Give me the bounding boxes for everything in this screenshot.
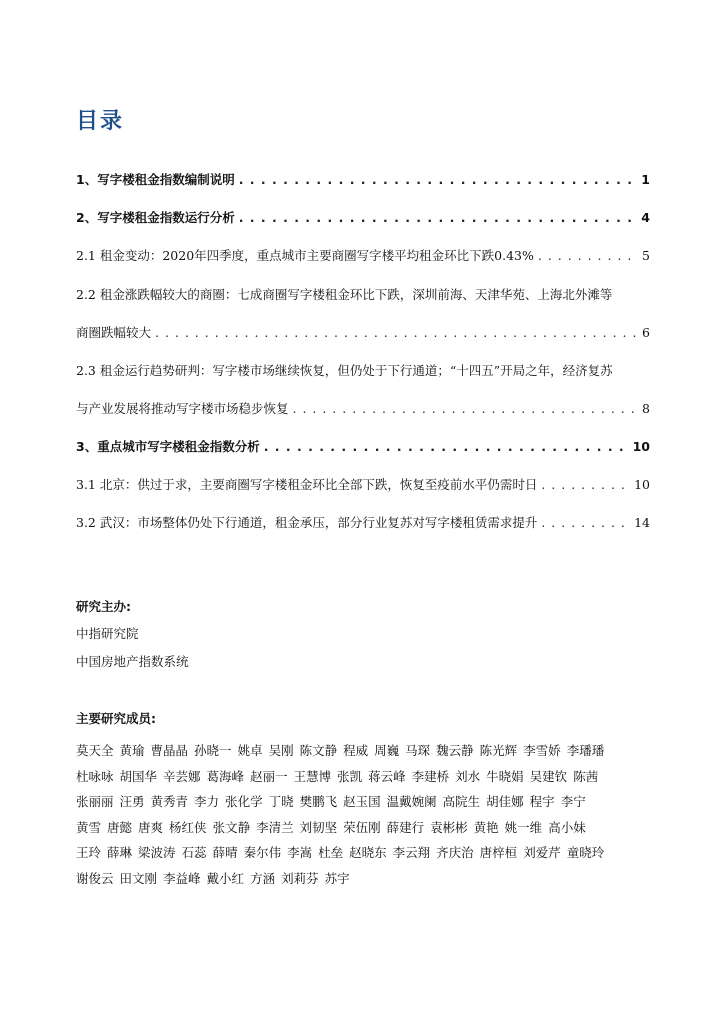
toc-title: 目录 bbox=[76, 108, 125, 134]
member-name: 薛晴 bbox=[212, 845, 238, 860]
toc-entry-text-line1: 2.3 租金运行趋势研判：写字楼市场继续恢复，但仍处于下行通道；“十四五”开局之年，经济复苏 bbox=[76, 363, 613, 378]
member-name: 唐懿 bbox=[107, 819, 133, 835]
member-name: 刘爱芹 bbox=[523, 845, 561, 860]
member-name: 魏云静 bbox=[436, 743, 474, 758]
member-name: 孙晓一 bbox=[194, 743, 232, 758]
toc-entry-page: 1 bbox=[641, 172, 650, 187]
toc-entry-text: 与产业发展将推动写字楼市场稳步恢复 bbox=[76, 401, 289, 416]
member-name: 周巍 bbox=[374, 743, 400, 758]
toc-entry-page: 8 bbox=[642, 401, 650, 416]
member-row bbox=[76, 738, 656, 764]
member-name: 赵晓东 bbox=[349, 845, 387, 860]
member-name: 方涵 bbox=[250, 870, 276, 886]
member-name: 赵玉国 bbox=[343, 794, 381, 809]
member-name: 梁波涛 bbox=[138, 845, 176, 860]
member-name: 薛琳 bbox=[107, 845, 133, 860]
member-name: 王慧博 bbox=[293, 768, 332, 784]
toc-entry-page: 4 bbox=[641, 210, 650, 225]
toc-leader-dots bbox=[155, 325, 638, 340]
toc-entry-3-1[interactable] bbox=[76, 475, 650, 493]
member-row bbox=[76, 866, 656, 892]
member-name: 黄瑜 bbox=[119, 743, 145, 758]
member-name: 杜咏咏 bbox=[76, 768, 114, 784]
toc-entry-text: 商圈跌幅较大 bbox=[76, 325, 152, 340]
member-name: 李建桥 bbox=[411, 768, 450, 784]
member-name: 李璠璠 bbox=[566, 743, 605, 758]
toc-leader-dots bbox=[538, 248, 638, 263]
member-name: 谢俊云 bbox=[76, 870, 114, 886]
member-name: 温戴婉阑 bbox=[386, 794, 437, 809]
member-name: 黄秀青 bbox=[150, 794, 189, 809]
member-name: 胡国华 bbox=[119, 768, 158, 784]
member-name: 齐庆治 bbox=[436, 845, 474, 860]
toc-entry-3-2[interactable] bbox=[76, 513, 650, 531]
toc-entry-page: 10 bbox=[632, 439, 650, 454]
toc-entry-text: 3、重点城市写字楼租金指数分析 bbox=[76, 439, 260, 454]
member-row bbox=[76, 764, 656, 790]
toc-entry-text-line1: 2.2 租金涨跌幅较大的商圈：七成商圈写字楼租金环比下跌，深圳前海、天津华苑、上海北外滩等 bbox=[76, 287, 613, 302]
member-name: 唐爽 bbox=[138, 819, 164, 835]
member-name: 戴小红 bbox=[206, 870, 245, 886]
member-name: 蒋云峰 bbox=[368, 768, 406, 784]
member-name: 袁彬彬 bbox=[430, 819, 468, 835]
member-name: 高小妹 bbox=[548, 819, 586, 835]
member-name: 荣伍刚 bbox=[343, 819, 381, 835]
member-name: 程威 bbox=[343, 743, 369, 758]
toc-entry-page: 14 bbox=[634, 515, 650, 530]
member-name: 王玲 bbox=[76, 845, 102, 860]
member-name: 丁晓 bbox=[268, 794, 294, 809]
member-name: 张文静 bbox=[212, 819, 251, 835]
member-name: 刘莉芬 bbox=[281, 870, 319, 886]
member-name: 曹晶晶 bbox=[150, 743, 189, 758]
member-name: 李益峰 bbox=[163, 870, 201, 886]
toc-leader-dots bbox=[239, 172, 638, 187]
member-name: 童晓玲 bbox=[566, 845, 605, 860]
toc-entry-line2 bbox=[76, 323, 650, 341]
sponsor-line: 中指研究院 bbox=[76, 626, 139, 641]
toc-leader-dots bbox=[541, 477, 630, 492]
member-name: 马琛 bbox=[405, 743, 431, 758]
member-name: 牛晓娟 bbox=[486, 768, 524, 784]
toc-entry-page: 5 bbox=[642, 248, 650, 263]
member-name: 刘韧坚 bbox=[299, 819, 338, 835]
toc-entry-2[interactable] bbox=[76, 208, 650, 226]
member-name: 田文刚 bbox=[119, 870, 158, 886]
toc-entry-1[interactable] bbox=[76, 170, 650, 188]
member-name: 李清兰 bbox=[256, 819, 294, 835]
toc-entry-2-1[interactable] bbox=[76, 246, 650, 264]
toc-leader-dots bbox=[293, 401, 639, 416]
member-name: 赵丽一 bbox=[250, 768, 288, 784]
members-list bbox=[76, 738, 656, 891]
member-name: 张凯 bbox=[337, 768, 363, 784]
toc-leader-dots bbox=[264, 439, 629, 454]
member-name: 唐梓桓 bbox=[479, 845, 518, 860]
toc-entry-line2 bbox=[76, 399, 650, 417]
member-name: 张丽丽 bbox=[76, 794, 114, 809]
members-heading: 主要研究成员: bbox=[76, 711, 156, 726]
toc-entry-page: 6 bbox=[642, 325, 650, 340]
member-name: 吴刚 bbox=[268, 743, 294, 758]
toc-entry-text: 2、写字楼租金指数运行分析 bbox=[76, 210, 235, 225]
member-name: 杨红侠 bbox=[169, 819, 207, 835]
toc-entry-text: 3.2 武汉：市场整体仍处下行通道，租金承压，部分行业复苏对写字楼租赁需求提升 bbox=[76, 515, 538, 530]
member-name: 刘水 bbox=[455, 768, 481, 784]
toc-entry-text: 1、写字楼租金指数编制说明 bbox=[76, 172, 235, 187]
member-name: 葛海峰 bbox=[206, 768, 245, 784]
member-name: 莫天全 bbox=[76, 743, 114, 758]
member-row bbox=[76, 815, 656, 841]
member-name: 高院生 bbox=[442, 794, 481, 809]
member-name: 苏宇 bbox=[324, 870, 350, 886]
member-name: 李云翔 bbox=[392, 845, 431, 860]
member-name: 黄雪 bbox=[76, 819, 102, 835]
toc-entry-page: 10 bbox=[634, 477, 650, 492]
member-name: 薛建行 bbox=[386, 819, 425, 835]
member-name: 李力 bbox=[194, 794, 220, 809]
member-name: 陈光辉 bbox=[479, 743, 518, 758]
member-name: 陈茜 bbox=[573, 768, 599, 784]
member-name: 李宁 bbox=[560, 794, 586, 809]
member-name: 杜垒 bbox=[318, 845, 344, 860]
toc-entry-3[interactable] bbox=[76, 437, 650, 455]
member-name: 李雪娇 bbox=[523, 743, 561, 758]
member-name: 程宇 bbox=[529, 794, 555, 809]
member-name: 陈文静 bbox=[299, 743, 338, 758]
toc-leader-dots bbox=[239, 210, 638, 225]
member-name: 石蕊 bbox=[181, 845, 207, 860]
member-name: 张化学 bbox=[225, 794, 263, 809]
toc-leader-dots bbox=[541, 515, 630, 530]
toc-entry-2-2[interactable] bbox=[76, 285, 650, 341]
member-name: 胡佳娜 bbox=[486, 794, 524, 809]
toc-entry-text: 2.1 租金变动：2020年四季度，重点城市主要商圈写字楼平均租金环比下跌0.43% bbox=[76, 248, 534, 263]
member-name: 秦尔伟 bbox=[243, 845, 282, 860]
member-name: 辛芸娜 bbox=[163, 768, 201, 784]
member-row bbox=[76, 840, 656, 866]
member-name: 吴建钦 bbox=[529, 768, 568, 784]
toc-entry-text: 3.1 北京：供过于求，主要商圈写字楼租金环比全部下跌，恢复至疫前水平仍需时日 bbox=[76, 477, 538, 492]
member-name: 姚一维 bbox=[504, 819, 543, 835]
member-name: 樊鹏飞 bbox=[299, 794, 338, 809]
member-name: 汪勇 bbox=[119, 794, 145, 809]
member-row bbox=[76, 789, 656, 815]
sponsor-heading: 研究主办: bbox=[76, 599, 131, 614]
sponsor-line: 中国房地产指数系统 bbox=[76, 654, 189, 669]
toc-entry-2-3[interactable] bbox=[76, 361, 650, 417]
member-name: 黄艳 bbox=[473, 819, 499, 835]
member-name: 李嵩 bbox=[287, 845, 313, 860]
member-name: 姚卓 bbox=[237, 743, 263, 758]
